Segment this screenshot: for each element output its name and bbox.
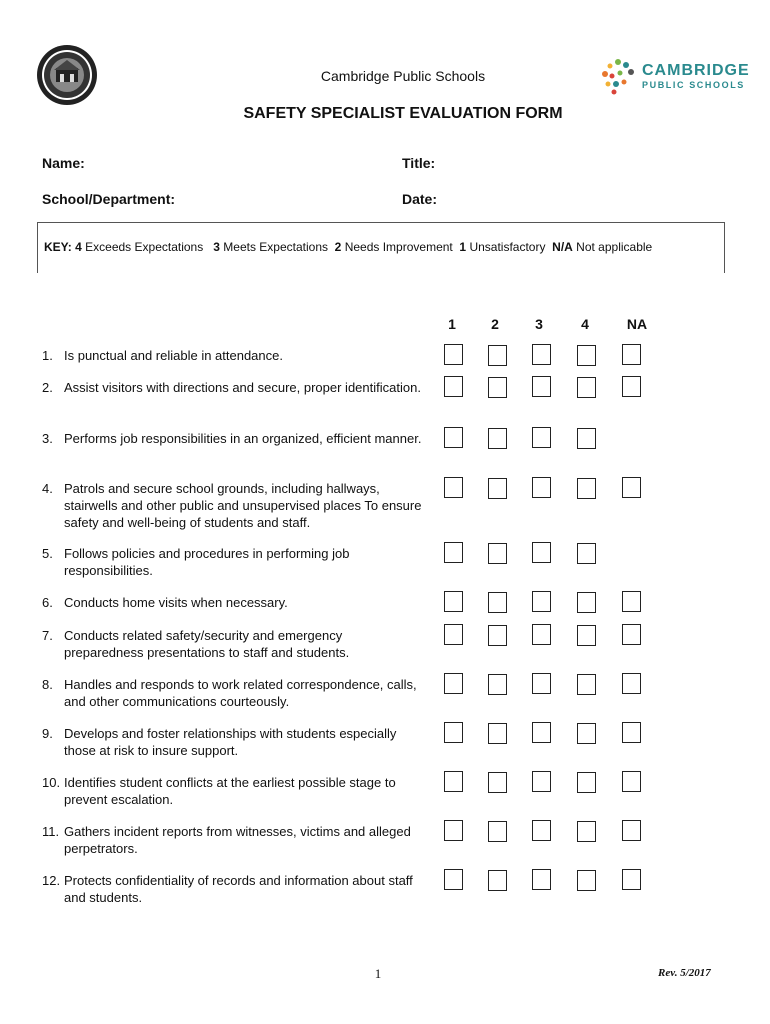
key-label: KEY: <box>44 240 72 254</box>
item-number: 5. <box>42 546 53 561</box>
key-code: 1 <box>459 240 467 254</box>
rating-checkbox-3[interactable] <box>532 771 551 792</box>
key-code: 4 <box>75 240 82 254</box>
rating-checkbox-1[interactable] <box>444 820 463 841</box>
item-number: 3. <box>42 431 53 446</box>
rating-key-box <box>37 222 725 273</box>
rating-checkbox-na[interactable] <box>622 624 641 645</box>
rating-checkbox-3[interactable] <box>532 673 551 694</box>
rating-checkbox-2[interactable] <box>488 543 507 564</box>
column-header-4: 4 <box>581 316 589 332</box>
rating-checkbox-2[interactable] <box>488 377 507 398</box>
key-text: Meets Expectations <box>223 240 328 254</box>
rating-checkbox-4[interactable] <box>577 625 596 646</box>
logo-wordmark: CAMBRIDGE <box>642 62 750 79</box>
rating-checkbox-3[interactable] <box>532 624 551 645</box>
rating-checkbox-4[interactable] <box>577 870 596 891</box>
rating-checkbox-1[interactable] <box>444 869 463 890</box>
rating-checkbox-2[interactable] <box>488 772 507 793</box>
rating-checkbox-1[interactable] <box>444 722 463 743</box>
key-text: Unsatisfactory <box>469 240 546 254</box>
item-number: 6. <box>42 595 53 610</box>
school-department-label: School/Department: <box>42 191 176 207</box>
item-text: Patrols and secure school grounds, including hallways, stairwells and other public and unsupervised places To ensure safety and well-being of students and staff. <box>64 481 422 530</box>
item-text: Assist visitors with directions and secure, proper identification. <box>64 380 421 395</box>
item-text: Conducts related safety/security and emergency preparedness presentations to staff and students. <box>64 628 350 660</box>
rating-checkbox-na[interactable] <box>622 722 641 743</box>
rating-checkbox-4[interactable] <box>577 543 596 564</box>
column-header-3: 3 <box>535 316 543 332</box>
key-text: Needs Improvement <box>344 240 453 254</box>
rating-checkbox-2[interactable] <box>488 821 507 842</box>
form-title: SAFETY SPECIALIST EVALUATION FORM <box>243 105 563 122</box>
column-header-2: 2 <box>491 316 499 332</box>
item-text: Gathers incident reports from witnesses, victims and alleged perpetrators. <box>64 824 411 856</box>
rating-checkbox-na[interactable] <box>622 869 641 890</box>
item-text: Conducts home visits when necessary. <box>64 595 288 610</box>
rating-checkbox-1[interactable] <box>444 591 463 612</box>
rating-checkbox-2[interactable] <box>488 478 507 499</box>
key-code: 3 <box>213 240 220 254</box>
rating-checkbox-1[interactable] <box>444 427 463 448</box>
rating-checkbox-na[interactable] <box>622 477 641 498</box>
item-text: Develops and foster relationships with students especially those at risk to insure support. <box>64 726 397 758</box>
rating-checkbox-3[interactable] <box>532 722 551 743</box>
rating-checkbox-3[interactable] <box>532 820 551 841</box>
rating-checkbox-2[interactable] <box>488 674 507 695</box>
rating-checkbox-2[interactable] <box>488 723 507 744</box>
item-text: Follows policies and procedures in performing job responsibilities. <box>64 546 350 578</box>
item-text: Protects confidentiality of records and information about staff and students. <box>64 873 413 905</box>
rating-checkbox-4[interactable] <box>577 674 596 695</box>
rating-checkbox-3[interactable] <box>532 376 551 397</box>
column-header-1: 1 <box>448 316 456 332</box>
rating-checkbox-4[interactable] <box>577 345 596 366</box>
name-label: Name: <box>42 155 85 171</box>
rating-checkbox-3[interactable] <box>532 344 551 365</box>
organization-name: Cambridge Public Schools <box>320 68 486 84</box>
rating-checkbox-1[interactable] <box>444 624 463 645</box>
item-text: Is punctual and reliable in attendance. <box>64 348 283 363</box>
item-text: Performs job responsibilities in an organized, efficient manner. <box>64 431 422 446</box>
rating-checkbox-1[interactable] <box>444 542 463 563</box>
item-text: Identifies student conflicts at the earliest possible stage to prevent escalation. <box>64 775 396 807</box>
item-number: 12. <box>42 873 61 888</box>
rating-checkbox-4[interactable] <box>577 428 596 449</box>
rating-checkbox-3[interactable] <box>532 591 551 612</box>
logo-subtitle: PUBLIC SCHOOLS <box>642 80 745 90</box>
rating-checkbox-3[interactable] <box>532 427 551 448</box>
item-number: 10. <box>42 775 61 790</box>
rating-checkbox-4[interactable] <box>577 821 596 842</box>
rating-checkbox-2[interactable] <box>488 870 507 891</box>
item-number: 11. <box>42 824 60 839</box>
rating-checkbox-na[interactable] <box>622 673 641 694</box>
rating-checkbox-4[interactable] <box>577 592 596 613</box>
key-code: 2 <box>334 240 342 254</box>
rating-checkbox-na[interactable] <box>622 771 641 792</box>
item-number: 7. <box>42 628 53 643</box>
item-number: 2. <box>42 380 53 395</box>
rating-checkbox-4[interactable] <box>577 772 596 793</box>
rating-checkbox-1[interactable] <box>444 376 463 397</box>
rating-checkbox-1[interactable] <box>444 673 463 694</box>
rating-checkbox-2[interactable] <box>488 592 507 613</box>
rating-checkbox-3[interactable] <box>532 869 551 890</box>
page-number: 1 <box>374 966 382 981</box>
rating-checkbox-1[interactable] <box>444 344 463 365</box>
item-number: 4. <box>42 481 53 496</box>
key-code: N/A <box>552 240 573 254</box>
rating-checkbox-2[interactable] <box>488 345 507 366</box>
rating-checkbox-3[interactable] <box>532 477 551 498</box>
column-header-na: NA <box>626 316 648 332</box>
rating-checkbox-na[interactable] <box>622 376 641 397</box>
rating-checkbox-1[interactable] <box>444 477 463 498</box>
revision-date: Rev. 5/2017 <box>658 967 711 979</box>
rating-checkbox-3[interactable] <box>532 542 551 563</box>
rating-checkbox-4[interactable] <box>577 478 596 499</box>
rating-checkbox-na[interactable] <box>622 344 641 365</box>
rating-checkbox-4[interactable] <box>577 723 596 744</box>
item-number: 9. <box>42 726 53 741</box>
key-text: Not applicable <box>576 240 653 254</box>
rating-checkbox-4[interactable] <box>577 377 596 398</box>
item-text: Handles and responds to work related correspondence, calls, and other communications courteously. <box>64 677 417 709</box>
rating-checkbox-2[interactable] <box>488 625 507 646</box>
date-label: Date: <box>402 191 438 207</box>
rating-key <box>44 240 652 254</box>
cambridge-public-schools-logo <box>596 56 756 100</box>
key-text: Exceeds Expectations <box>85 240 204 254</box>
rating-checkbox-2[interactable] <box>488 428 507 449</box>
rating-checkbox-na[interactable] <box>622 591 641 612</box>
title-label: Title: <box>402 155 436 171</box>
item-number: 8. <box>42 677 53 692</box>
rating-checkbox-1[interactable] <box>444 771 463 792</box>
item-number: 1. <box>42 348 53 363</box>
rating-checkbox-na[interactable] <box>622 820 641 841</box>
